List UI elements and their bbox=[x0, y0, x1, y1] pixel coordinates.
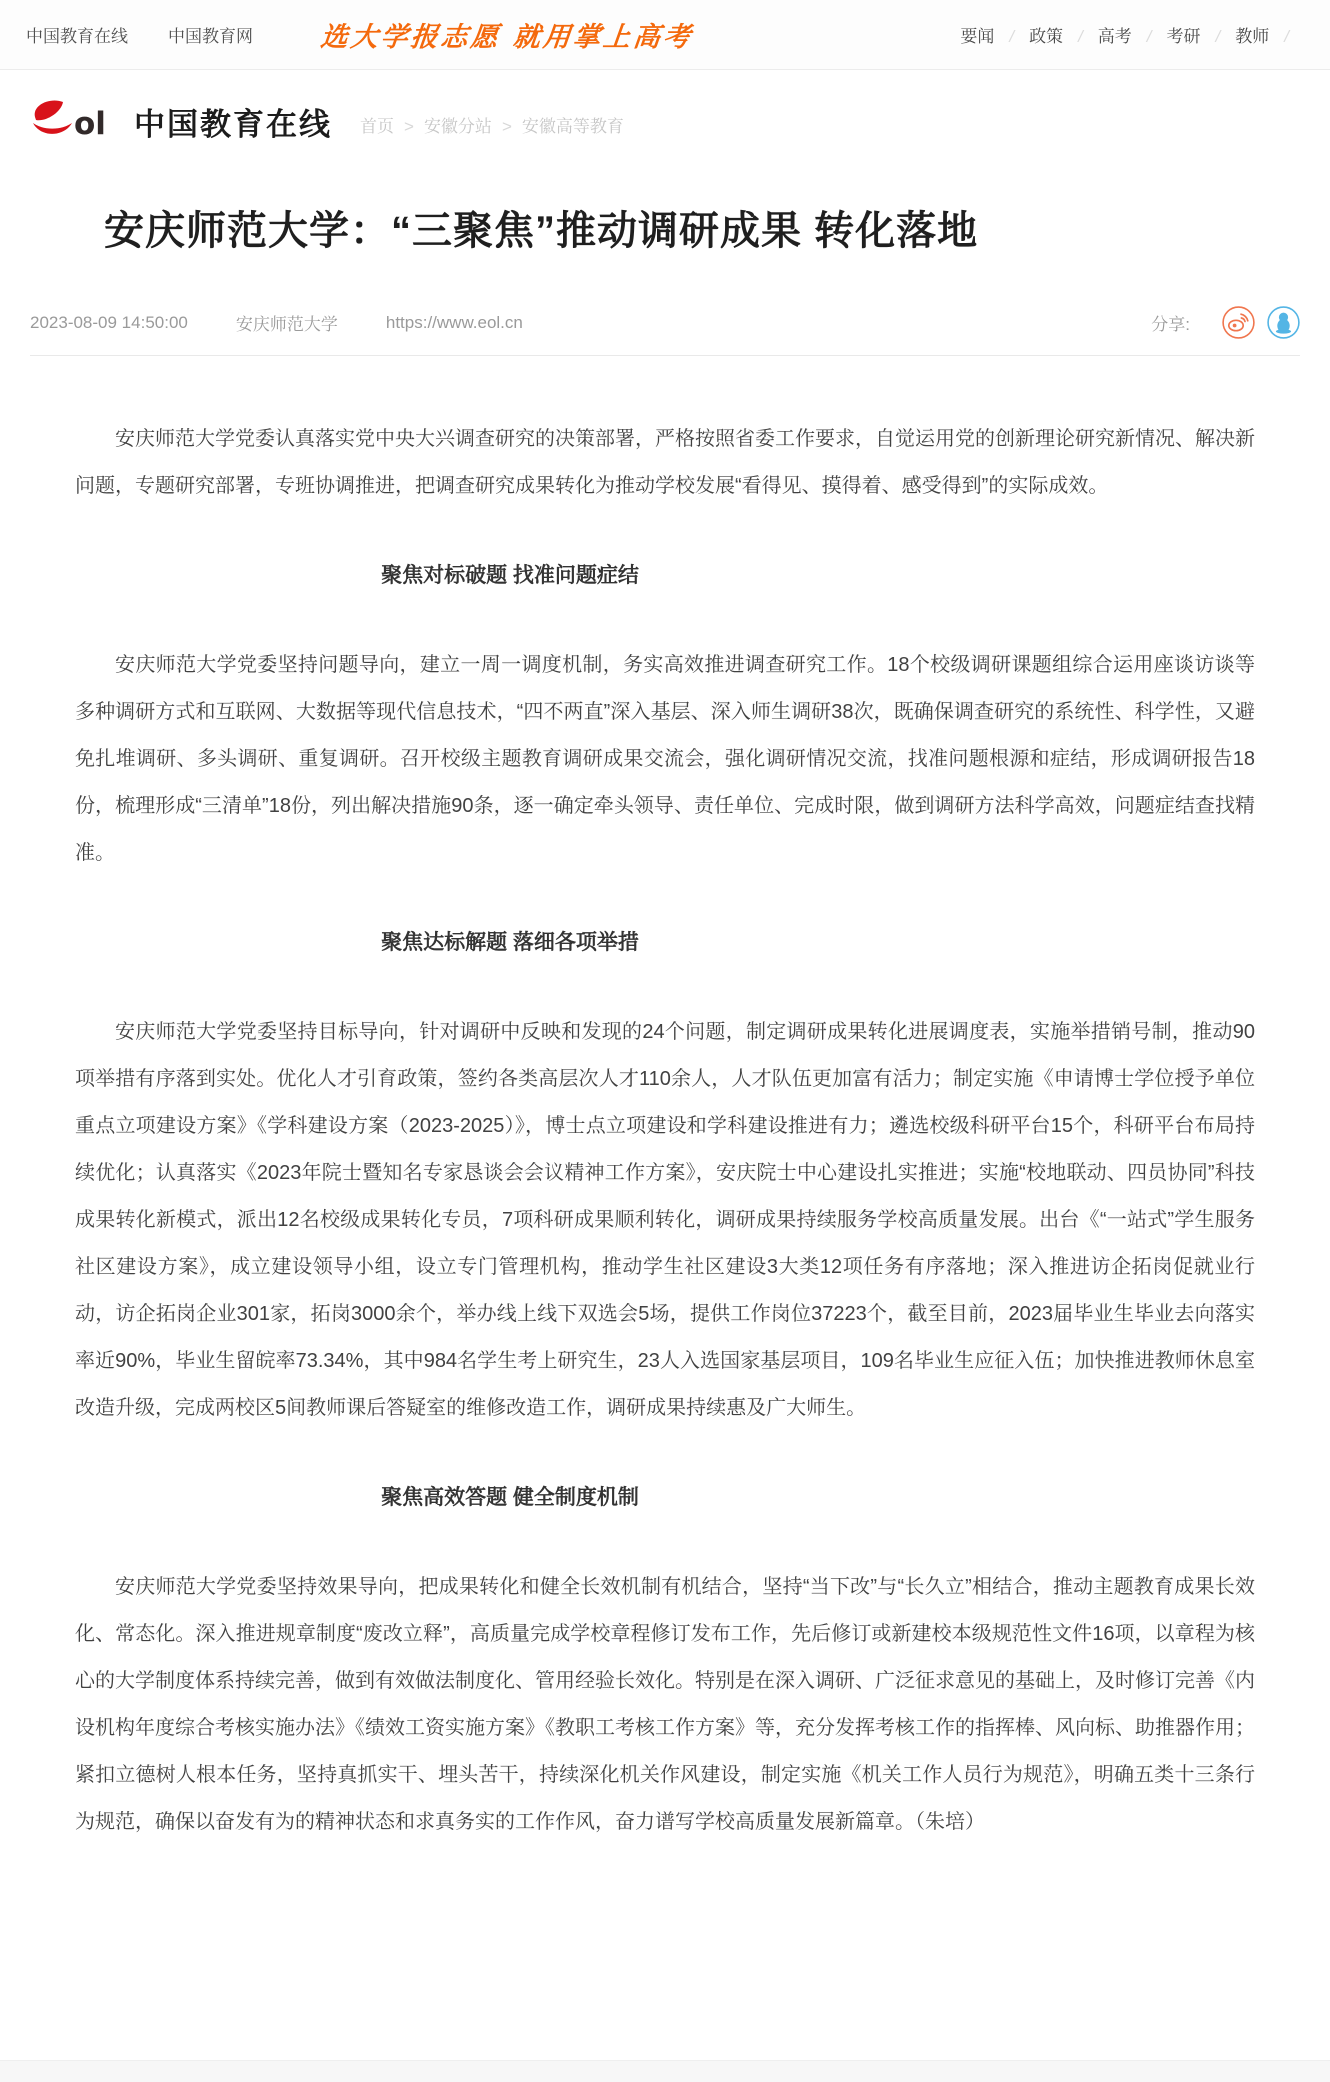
breadcrumb bbox=[360, 112, 624, 142]
nav-item-kaoyan[interactable]: 考研 / bbox=[1167, 22, 1236, 47]
article-source: 安庆师范大学 bbox=[235, 315, 338, 334]
topbar bbox=[0, 0, 1330, 70]
topbar-link-edu-net[interactable]: 中国教育网 bbox=[168, 27, 253, 46]
source-url[interactable]: https://www.eol.cn bbox=[385, 312, 523, 332]
article-body bbox=[30, 356, 1300, 1846]
nav-item-jiaoshi[interactable]: 教师 / bbox=[1235, 22, 1304, 47]
qq-icon[interactable] bbox=[1267, 306, 1300, 339]
svg-text:ol: ol bbox=[74, 106, 106, 142]
breadcrumb-anhui-higher-edu[interactable]: 安徽高等教育 bbox=[521, 117, 624, 136]
section-heading-1: 聚焦对标破题 找准问题症结 bbox=[381, 564, 639, 587]
weibo-icon[interactable] bbox=[1222, 306, 1255, 339]
paragraph-section-2: 安庆师范大学党委坚持目标导向，针对调研中反映和发现的24个问题，制定调研成果转化进展调度表，实施举措销号制，推动90项举措有序落到实处。优化人才引育政策，签约各类高层次人才110余人，人才队伍更加富有活力；制定实施《申请博士学位授予单位重点立项建设方案》《学科建设方案（2023-2025）》，博士点立项建设和学科建设推进有力；遴选校级科研平台15个，科研平台布局持续优化；认真落实《2023年院士暨知名专家恳谈会会议精神工作方案》，安庆院士中心建设扎实推进；实施“校地联动、四员协同”科技成果转化新模式，派出12名校级成果转化专员，7项科研成果顺利转化，调研成果持续服务学校高质量发展。出台《“一站式”学生服务社区建设方案》，成立建设领导小组，设立专门管理机构，推动学生社区建设3大类12项任务有序落地；深入推进访企拓岗促就业行动，访企拓岗企业301家，拓岗3000余个，举办线上线下双选会5场，提供工作岗位37223个，截至目前，2023届毕业生毕业去向落实率近90%，毕业生留皖率73.34%，其中984名学生考上研究生，23人入选国家基层项目，109名毕业生应征入伍；加快推进教师休息室改造升级，完成两校区5间教师课后答疑室的维修改造工作，调研成果持续惠及广大师生。 bbox=[75, 1021, 1255, 1419]
article-meta bbox=[30, 306, 1300, 339]
paragraph-intro: 安庆师范大学党委认真落实党中央大兴调查研究的决策部署，严格按照省委工作要求，自觉运用党的创新理论研究新情况、解决新问题，专题研究部署，专班协调推进，把调查研究成果转化为推动学校发展“看得见、摸得着、感受得到”的实际成效。 bbox=[75, 428, 1255, 497]
site-header bbox=[0, 70, 1330, 158]
eol-logo[interactable] bbox=[28, 96, 332, 142]
nav-item-yaowen[interactable]: 要闻 / bbox=[960, 22, 1029, 47]
article bbox=[0, 204, 1330, 1846]
publish-datetime: 2023-08-09 14:50:00 bbox=[30, 312, 188, 332]
nav-item-gaokao[interactable]: 高考 / bbox=[1098, 22, 1167, 47]
paragraph-section-3: 安庆师范大学党委坚持效果导向，把成果转化和健全长效机制有机结合，坚持“当下改”与“长久立”相结合，推动主题教育成果长效化、常态化。深入推进规章制度“废改立释”，高质量完成学校章程修订发布工作，先后修订或新建校本级规范性文件16项，以章程为核心的大学制度体系持续完善，做到有效做法制度化、管用经验长效化。特别是在深入调研、广泛征求意见的基础上，及时修订完善《内设机构年度综合考核实施办法》《绩效工资实施方案》《教职工考核工作方案》等，充分发挥考核工作的指挥棒、风向标、助推器作用；紧扣立德树人根本任务，坚持真抓实干、埋头苦干，持续深化机关作风建设，制定实施《机关工作人员行为规范》，明确五类十三条行为规范，确保以奋发有为的精神状态和求真务实的工作作风，奋力谱写学校高质量发展新篇章。（朱培） bbox=[75, 1576, 1255, 1833]
top-nav bbox=[960, 22, 1304, 47]
slogan-banner[interactable]: 选大学报志愿 就用掌上高考 bbox=[319, 22, 695, 53]
paragraph-section-1: 安庆师范大学党委坚持问题导向，建立一周一调度机制，务实高效推进调查研究工作。18个校级调研课题组综合运用座谈访谈等多种调研方式和互联网、大数据等现代信息技术，“四不两直”深入基层、深入师生调研38次，既确保调查研究的系统性、科学性，又避免扎堆调研、多头调研、重复调研。召开校级主题教育调研成果交流会，强化调研情况交流，找准问题根源和症结，形成调研报告18份，梳理形成“三清单”18份，列出解决措施90条，逐一确定牵头领导、责任单位、完成时限，做到调研方法科学高效，问题症结查找精准。 bbox=[75, 654, 1255, 864]
breadcrumb-home[interactable]: 首页 > bbox=[360, 112, 424, 137]
brand-name: 中国教育在线 bbox=[134, 107, 332, 142]
breadcrumb-anhui-station[interactable]: 安徽分站 > bbox=[424, 112, 522, 137]
topbar-link-eol[interactable]: 中国教育在线 bbox=[26, 27, 128, 46]
page-footer bbox=[0, 2060, 1330, 2082]
share-label: 分享: bbox=[1151, 315, 1190, 334]
share-bar bbox=[1151, 306, 1300, 339]
nav-item-zhengce[interactable]: 政策 / bbox=[1029, 22, 1098, 47]
article-title: 安庆师范大学：“三聚焦”推动调研成果 转化落地 bbox=[104, 209, 979, 253]
section-heading-3: 聚焦高效答题 健全制度机制 bbox=[381, 1486, 639, 1509]
eol-logo-icon bbox=[28, 96, 120, 142]
section-heading-2: 聚焦达标解题 落细各项举措 bbox=[381, 931, 639, 954]
